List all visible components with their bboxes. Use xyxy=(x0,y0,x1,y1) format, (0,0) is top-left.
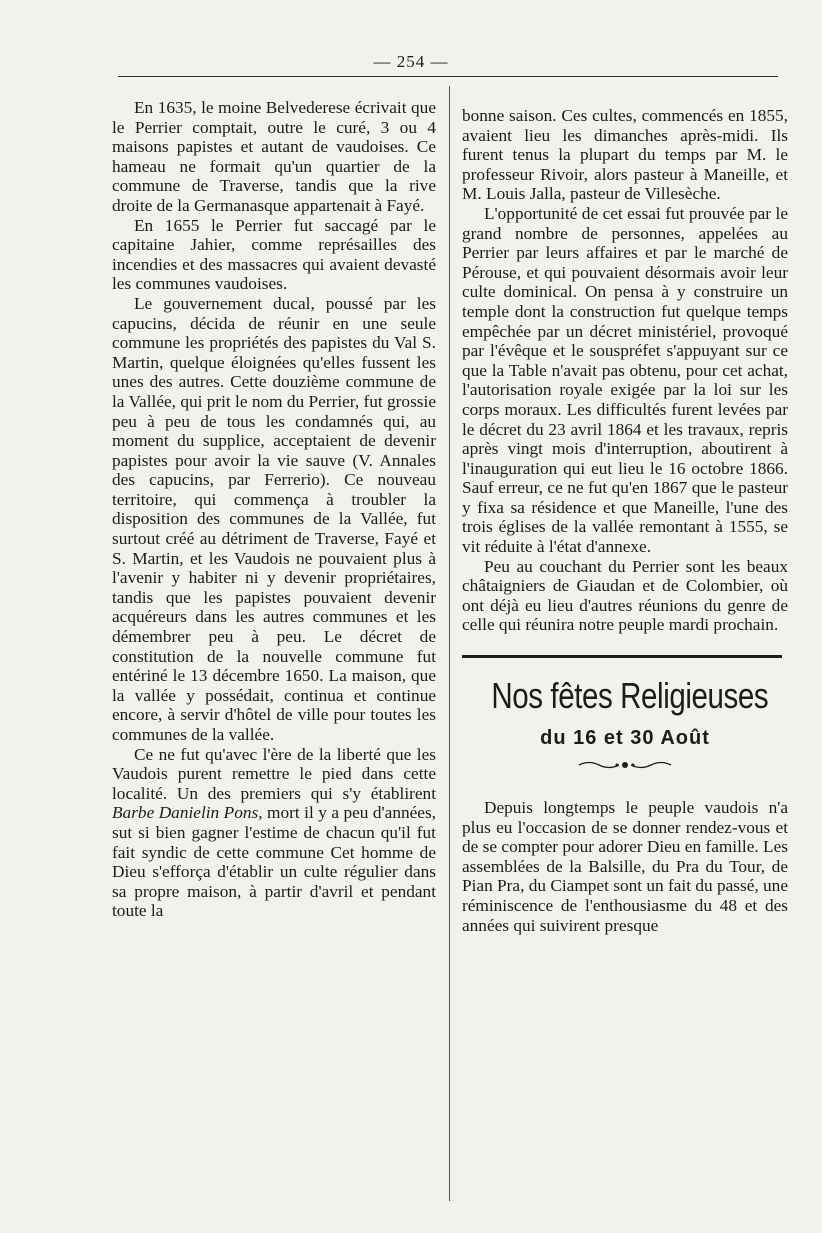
left-paragraph-4-part-2: , mort il y a peu d'années, sut si bien gagner l'estime de chacun qu'il fut fait syndic de cette commune Cet homme de Dieu s'efforça d'établir un culte régulier dans sa propre maison, à partir d'avril et pendant toute la xyxy=(112,803,436,921)
section-rule xyxy=(462,655,782,658)
left-paragraph-4-part-1: Ce ne fut qu'avec l'ère de la liberté que les Vaudois purent remettre le pied dans cette localité. Un des premiers qui s'y établirent xyxy=(112,744,436,803)
article-headline: Nos fêtes Religieuses xyxy=(491,675,769,717)
article-paragraph-1: Depuis longtemps le peuple vaudois n'a plus eu l'occasion de se donner rendez-vous et de se compter pour adorer Dieu en famille. Les assemblées de la Balsille, du Pra du Tour, de Pian Pra, du Ciampet sont un fait du passé, une réminiscence de l'enthousiasme du 48 et des années qui suivirent presque xyxy=(462,798,788,935)
person-name: Barbe Danielin Pons xyxy=(112,803,259,823)
column-divider xyxy=(449,86,450,1201)
right-paragraph-1: bonne saison. Ces cultes, commencés en 1855, avaient lieu les dimanches après-midi. Ils furent tenus la plupart du temps par M. le professeur Rivoir, alors pasteur à Maneille, et M. Louis Jalla, pasteur de Villesèche. xyxy=(462,106,788,204)
left-paragraph-2: En 1655 le Perrier fut saccagé par le capitaine Jahier, comme représailles des incendies et des massacres qui avaient devasté les communes vaudoises. xyxy=(112,215,436,294)
right-paragraph-3: Peu au couchant du Perrier sont les beaux châtaigniers de Giaudan et de Colombier, où ont déjà eu lieu d'autres réunions du genre de celle qui réunira notre peuple mardi prochain. xyxy=(462,556,788,635)
right-paragraph-2: L'opportunité de cet essai fut prouvée par le grand nombre de personnes, appelées au Perrier par leurs affaires et par le marché de Pérouse, et qui pouvaient désormais avoir leur culte dominical. On pensa à y construire un temple dont la construction fut quelque temps empêchée par un décret ministériel, provoqué par l'évêque et le souspréfet s'appuyant sur ce que la Table n'avait pas obtenu, pour cet achat, l'autorisation royale exigée par la loi sur les corps moraux. Les difficultés furent levées par le décret du 23 avril 1864 et les travaux, repris après vingt mois d'interruption, aboutirent à l'inauguration qui eut lieu le 16 octobre 1866. Sauf erreur, ce ne fut qu'en 1867 que le pasteur y fixa sa résidence et que Maneille, l'une des trois églises de la vallée remontant à 1555, se vit réduite à l'état d'annexe. xyxy=(462,203,788,557)
left-paragraph-1: En 1635, le moine Belvederese écrivait que le Perrier comptait, outre le curé, 3 ou 4 maisons papistes et autant de vaudoises. Ce hameau ne formait qu'un quartier de la commune de Traverse, tandis que la rive droite de la Germanasque appartenait à Fayé. xyxy=(112,98,436,215)
article-body xyxy=(462,798,788,935)
right-column xyxy=(462,106,788,935)
ornament-divider xyxy=(575,758,675,772)
left-paragraph-4 xyxy=(112,745,436,921)
left-paragraph-3: Le gouvernement ducal, poussé par les capucins, décida de réunir en une seule commune les propriétés des papistes du Val S. Martin, quelque éloignées qu'elles fussent les unes des autres. Cette douzième commune de la Vallée, qui prit le nom du Perrier, fut grossie peu à peu de tous les condamnés qui, au moment du supplice, acceptaient de devenir papistes pour avoir la vie sauve (V. Annales des capucins, par Ferrerio). Ce nouveau territoire, qui commença à troubler la disposition des communes de la Vallée, fut surtout créé au détriment de Traverse, Fayé et S. Martin, et les Vaudois ne pouvaient plus à l'avenir y habiter ni y devenir propriétaires, tandis que les papistes pouvaient devenir acquéreurs dans les autres communes et les démembrer peu à peu. Le décret de constitution de la nouvelle commune fut entériné le 13 décembre 1650. La maison, que la vallée y possédait, continua et continue encore, à servir d'hôtel de ville pour toutes les communes de la vallée. xyxy=(112,293,436,744)
top-rule xyxy=(118,76,778,77)
left-column xyxy=(112,98,436,921)
page-number: — 254 — xyxy=(373,52,449,71)
article-subheadline: du 16 et 30 Août xyxy=(540,727,710,750)
